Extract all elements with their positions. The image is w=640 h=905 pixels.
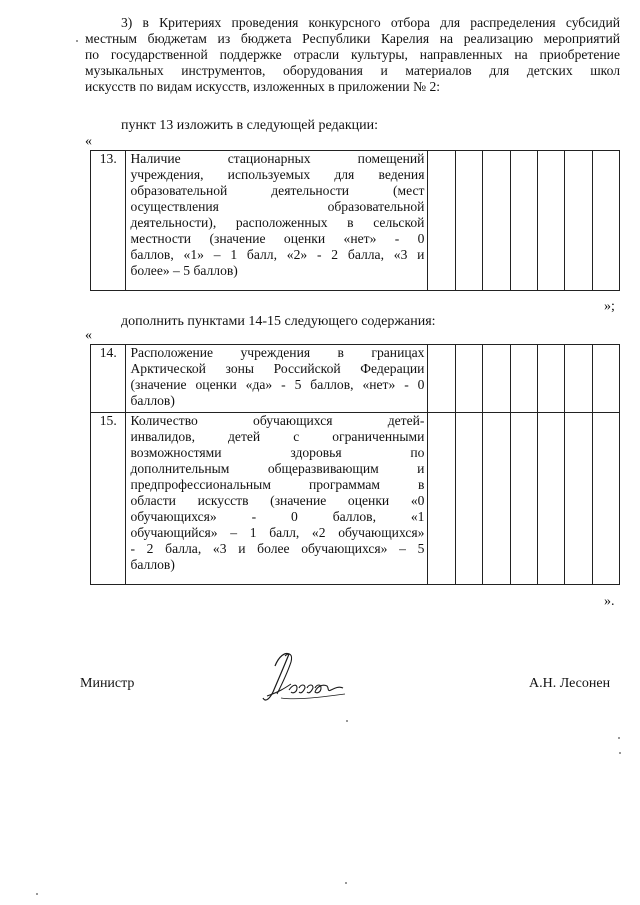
score-cell — [428, 413, 455, 585]
criterion-line: обучающихся» - 0 баллов, «1 — [130, 509, 425, 524]
row-number: 13. — [91, 151, 126, 291]
score-cell — [537, 413, 564, 585]
criterion-text — [126, 151, 428, 291]
criterion-line: области искусств (значение оценки «0 — [130, 493, 425, 508]
score-cell — [455, 413, 482, 585]
score-cell — [428, 151, 455, 291]
item-3-line: искусств по видам искусств, изложенных в приложении № 2: — [85, 79, 441, 94]
scan-dot — [346, 720, 348, 722]
criteria-table-14-15 — [90, 344, 620, 585]
scan-dot — [76, 40, 78, 42]
criterion-line: Количество обучающихся детей- — [130, 413, 425, 428]
item-3-paragraph — [85, 15, 620, 95]
score-cell — [592, 413, 619, 585]
score-cell — [510, 413, 537, 585]
score-cell — [592, 345, 619, 413]
score-cell — [565, 151, 592, 291]
criterion-line: баллов, «1» – 1 балл, «2» - 2 балла, «3 и — [130, 247, 425, 262]
score-cell — [510, 345, 537, 413]
table-row — [91, 151, 620, 291]
criterion-line: инвалидов, детей с ограниченными — [130, 429, 425, 444]
criteria-table-13 — [90, 150, 620, 291]
criterion-line: обучающийся» – 1 балл, «2 обучающихся» — [130, 525, 425, 540]
criterion-line: баллов) — [130, 393, 175, 408]
criterion-line: (значение оценки «да» - 5 баллов, «нет» - 0 — [130, 377, 425, 392]
criterion-line: Арктической зоны Российской Федерации — [130, 361, 425, 376]
criterion-line: баллов) — [130, 557, 175, 572]
criterion-line: более» – 5 баллов) — [130, 263, 238, 278]
score-cell — [455, 345, 482, 413]
criterion-line: возможностями здоровья по — [130, 445, 425, 460]
criterion-line: дополнительным общеразвивающим и — [130, 461, 425, 476]
signatory-position: Министр — [80, 676, 135, 691]
score-cell — [537, 151, 564, 291]
score-cell — [565, 413, 592, 585]
signatory-name: А.Н. Лесонен — [529, 676, 611, 691]
open-quote-1: « — [85, 134, 92, 149]
table-row — [91, 345, 620, 413]
scan-dot — [618, 737, 620, 739]
score-cell — [455, 151, 482, 291]
criterion-line: деятельности), расположенных в сельской — [130, 215, 425, 230]
criterion-line: учреждения, используемых для ведения — [130, 167, 425, 182]
criterion-line: Наличие стационарных помещений — [130, 151, 425, 166]
score-cell — [428, 345, 455, 413]
item-3-line: музыкальных инструментов, оборудования и материалов для детских школ — [85, 63, 620, 78]
score-cell — [483, 345, 510, 413]
score-cell — [483, 413, 510, 585]
scan-dot — [619, 752, 621, 754]
score-cell — [537, 345, 564, 413]
close-quote-2: ». — [604, 594, 615, 609]
item-3-line: по государственной поддержке отрасли культуры, направленных на приобретение — [85, 47, 620, 62]
close-quote-1: »; — [604, 299, 615, 314]
handwritten-signature — [245, 648, 365, 718]
criterion-line: образовательной деятельности (мест — [130, 183, 425, 198]
item-3-line: местным бюджетам из бюджета Республики Карелия на реализацию мероприятий — [85, 31, 620, 46]
score-cell — [592, 151, 619, 291]
row-number: 15. — [91, 413, 126, 585]
table-row — [91, 413, 620, 585]
score-cell — [483, 151, 510, 291]
row-number: 14. — [91, 345, 126, 413]
criterion-text — [126, 413, 428, 585]
criterion-line: местности (значение оценки «нет» - 0 — [130, 231, 425, 246]
criterion-line: предпрофессиональным программам в — [130, 477, 425, 492]
open-quote-2: « — [85, 328, 92, 343]
item-3-line: 3) в Критериях проведения конкурсного отбора для распределения субсидий — [121, 15, 620, 30]
scan-dot — [345, 882, 347, 884]
instruction-items-14-15: дополнить пунктами 14-15 следующего содержания: — [121, 314, 436, 329]
criterion-line: Расположение учреждения в границах — [130, 345, 425, 360]
criterion-text — [126, 345, 428, 413]
criterion-line: - 2 балла, «3 и более обучающихся» – 5 — [130, 541, 425, 556]
criterion-line: осуществления образовательной — [130, 199, 425, 214]
instruction-item-13: пункт 13 изложить в следующей редакции: — [121, 118, 378, 133]
scan-dot — [36, 893, 38, 895]
score-cell — [565, 345, 592, 413]
score-cell — [510, 151, 537, 291]
